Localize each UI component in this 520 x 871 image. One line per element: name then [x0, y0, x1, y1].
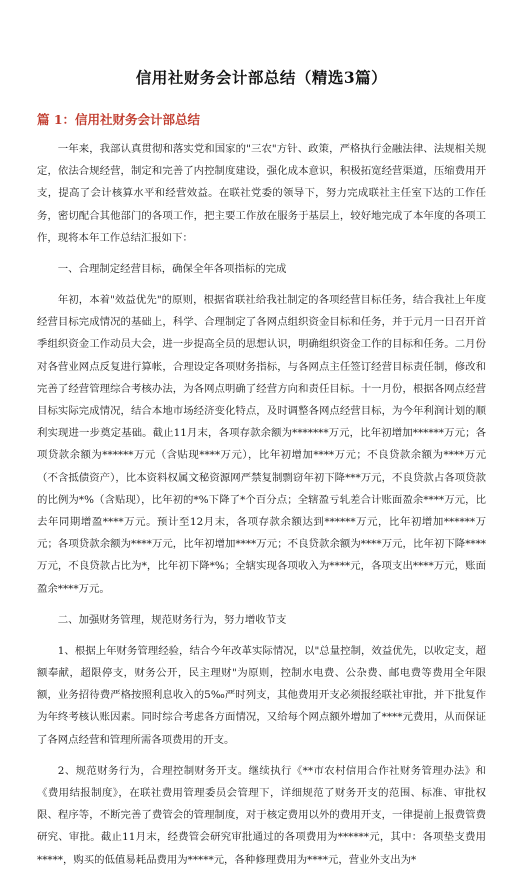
body-paragraph: 一年来，我部认真贯彻和落实党和国家的"三农"方针、政策，严格执行金融法律、法规相关规定，依法合规经营，制定和完善了内控制度建设，强化成本意识，积极拓宽经营渠道，压缩费用开支，提高了会计核算水平和经营效益。在联社党委的领导下，努力完成联社主任室下达的工作任务，密切配合其他部门的各项工作，把主要工作放在服务于基层上，较好地完成了本年度的各项工作，现将本年工作总结汇报如下：: [37, 143, 486, 244]
document-title: 信用社财务会计部总结（精选3篇）: [135, 68, 388, 87]
body-paragraph: 2、规范财务行为，合理控制财务开支。继续执行《**市农村信用合作社财务管理办法》和《费用结报制度》，在联社费用管理委员会管理下，详细规范了财务开支的范围、标准、审批权限、程序等，不断完善了费管会的管理制度，对于核定费用以外的费用开支，一律提前上报费管费研究、审批。截止11月末，经费管会研究审批通过的各项费用为******元，其中：各项垫支费用*****，购买的低值易耗品费用为*****元，各种修理费用为****元，营业外支出为*: [37, 764, 486, 866]
body-paragraph: 年初，本着"效益优先"的原则，根据省联社给我社制定的各项经营目标任务，结合我社上年度经营目标完成情况的基础上，科学、合理制定了各网点组织资金目标和任务，并于元月一日召开首季组织资金工作动员大会，进一步提高全员的思想认识，明确组织资金工作的目标和任务。二月份对各营业网点反复进行算帐，合理设定各项财务指标，与各网点主任签订经营目标责任制，修改和完善了经营管理综合考核办法，为各网点明确了经营方向和责任目标。十一月份，根据各网点经营目标实际完成情况，结合本地市场经济变化特点，及时调整各网点经营目标，为今年利润计划的顺利实现进一步奠定基础。截止11月末，各项存款余额为*******万元，比年初增加******万元；各项贷款余额为******万元（含贴现****万元），比年初增加****万元；不良贷款余额为****万元（不含抵债资产），比本资料权属文秘资源网严禁复制剽窃年初下降***万元，不良贷款占各项贷款的比例为*%（含贴现），比年初的*%下降了*个百分点；全辖盈亏轧差合计账面盈余****万元，比去年同期增盈****万元。预计至12月末，各项存款余额达到******万元，比年初增加******万元；各项贷款余额为****万元，比年初增加****万元；不良贷款余额为****万元，比年初下降****万元，不良贷款占比为*，比年初下降*%；全辖实现各项收入为****元，各项支出****万元，账面盈余****万元。: [37, 294, 486, 595]
section-subheading: 二、加强财务管理，规范财务行为，努力增收节支: [57, 613, 287, 626]
body-paragraph: 1、根据上年财务管理经验，结合今年改革实际情况，以"总量控制，效益优先，以收定支，超额奉献，超限停支，财务公开，民主理财"为原则，控制水电费、公杂费、邮电费等费用全年限额，业务招待费严格按照利息收入的5‰严时列支，其他费用开支必须报经联社审批，并下批复作为年终考核认账因素。同时综合考虑各方面情况，又给每个网点额外增加了****元费用，从而保证了各网点经营和管理所需各项费用的开支。: [37, 644, 486, 746]
section-subheading: 一、合理制定经营目标，确保全年各项指标的完成: [57, 263, 287, 276]
section-heading: 篇 1：信用社财务会计部总结: [37, 112, 201, 127]
document-body: [37, 138, 486, 871]
